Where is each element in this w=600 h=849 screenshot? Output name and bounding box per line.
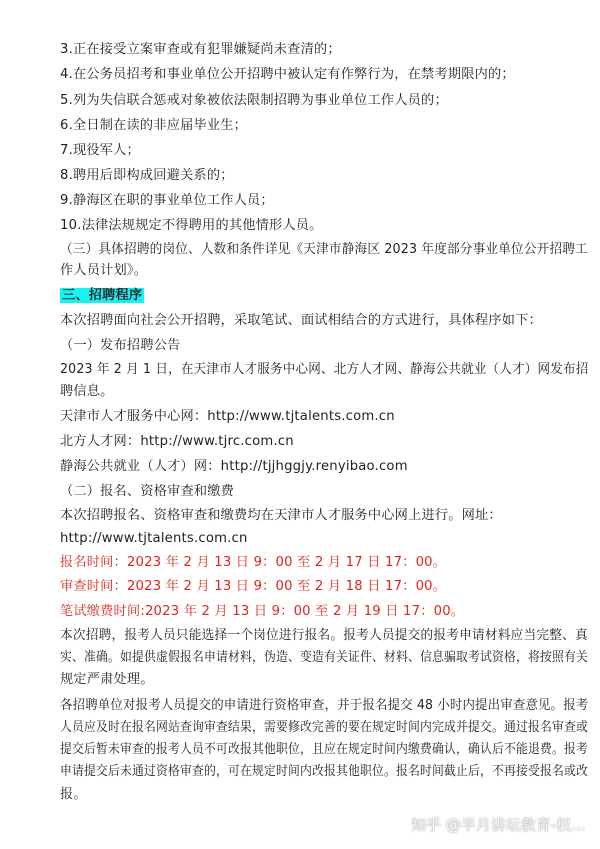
- zhihu-watermark: 知乎 @半月讲坛教育-权...: [411, 816, 586, 834]
- text-line: 规定严肃处理。: [60, 672, 154, 687]
- text-line: 8.聘用后即构成回避关系的；: [60, 168, 234, 183]
- text-line: 本次招聘面向社会公开招聘，采取笔试、面试相结合的方式进行，具体程序如下：: [60, 313, 542, 328]
- text-line: http://www.tjtalents.com.cn: [60, 531, 248, 546]
- text-line: 4.在公务员招考和事业单位公开招聘中被认定有作弊行为，在禁考期限内的；: [60, 67, 515, 82]
- text-line: 9.静海区在职的事业单位工作人员；: [60, 193, 274, 208]
- text-line: 本次招聘，报考人员只能选择一个岗位进行报名。报考人员提交的报考申请材料应当完整、真: [60, 628, 588, 643]
- text-line: 2023 年 2 月 1 日，在天津市人才服务中心网、北方人才网、静海公共就业（人才）网发布招: [60, 362, 589, 377]
- payment-time: 笔试缴费时间:2023 年 2 月 13 日 9：00 至 2 月 19 日 17：00。: [60, 604, 465, 619]
- text-line: 北方人才网：http://www.tjrc.com.cn: [60, 434, 294, 449]
- text-line: （三）具体招聘的岗位、人数和条件详见《天津市静海区 2023 年度部分事业单位公开招聘工: [60, 242, 588, 257]
- text-line: 本次招聘报名、资格审查和缴费均在天津市人才服务中心网上进行。网址：: [60, 508, 502, 523]
- text-line: 3.正在接受立案审查或有犯罪嫌疑尚未查清的；: [60, 42, 341, 57]
- text-line: 6.全日制在读的非应届毕业生；: [60, 118, 248, 133]
- text-line: 人员应及时在报名网站查询审查结果，需要修改完善的要在规定时间内完成并提交。通过报名审查或: [60, 720, 589, 735]
- text-line: 5.列为失信联合惩戒对象被依法限制招聘为事业单位工作人员的；: [60, 93, 448, 108]
- text-line: 天津市人才服务中心网：http://www.tjtalents.com.cn: [60, 409, 395, 424]
- text-line: 7.现役军人；: [60, 143, 140, 158]
- text-line: 实、准确。如提供虚假报名申请材料，伪造、变造有关证件、材料、信息骗取考试资格，将按照有关: [60, 650, 589, 665]
- text-line: （二）报名、资格审查和缴费: [60, 484, 235, 499]
- text-line: 作人员计划》。: [60, 263, 148, 278]
- review-time: 审查时间：2023 年 2 月 13 日 9：00 至 2 月 18 日 17：00。: [60, 579, 447, 594]
- text-line: 静海公共就业（人才）网：http://tjjhggjy.renyibao.com: [60, 459, 408, 474]
- text-line: （一）发布招聘公告: [60, 338, 181, 353]
- text-line: 报。: [60, 787, 87, 802]
- section-heading: [60, 287, 144, 305]
- text-line: 申请提交后未通过资格审查的，可在规定时间内改报其他职位。报名时间截止后，不再接受报名或改: [60, 764, 589, 779]
- registration-time: 报名时间：2023 年 2 月 13 日 9：00 至 2 月 17 日 17：00。: [60, 555, 447, 570]
- text-line: 10.法律法规规定不得聘用的其他情形人员。: [60, 218, 323, 233]
- text-line: 各招聘单位对报考人员提交的申请进行资格审查，并于报名提交 48 小时内提出审查意见。报考: [60, 698, 589, 713]
- text-line: 聘信息。: [60, 384, 114, 399]
- highlighted-heading: 三、招聘程序: [62, 288, 143, 303]
- text-line: 提交后暂未审查的报考人员不可改报其他职位，且应在规定时间内缴费确认，确认后不能退费。报考: [60, 742, 589, 757]
